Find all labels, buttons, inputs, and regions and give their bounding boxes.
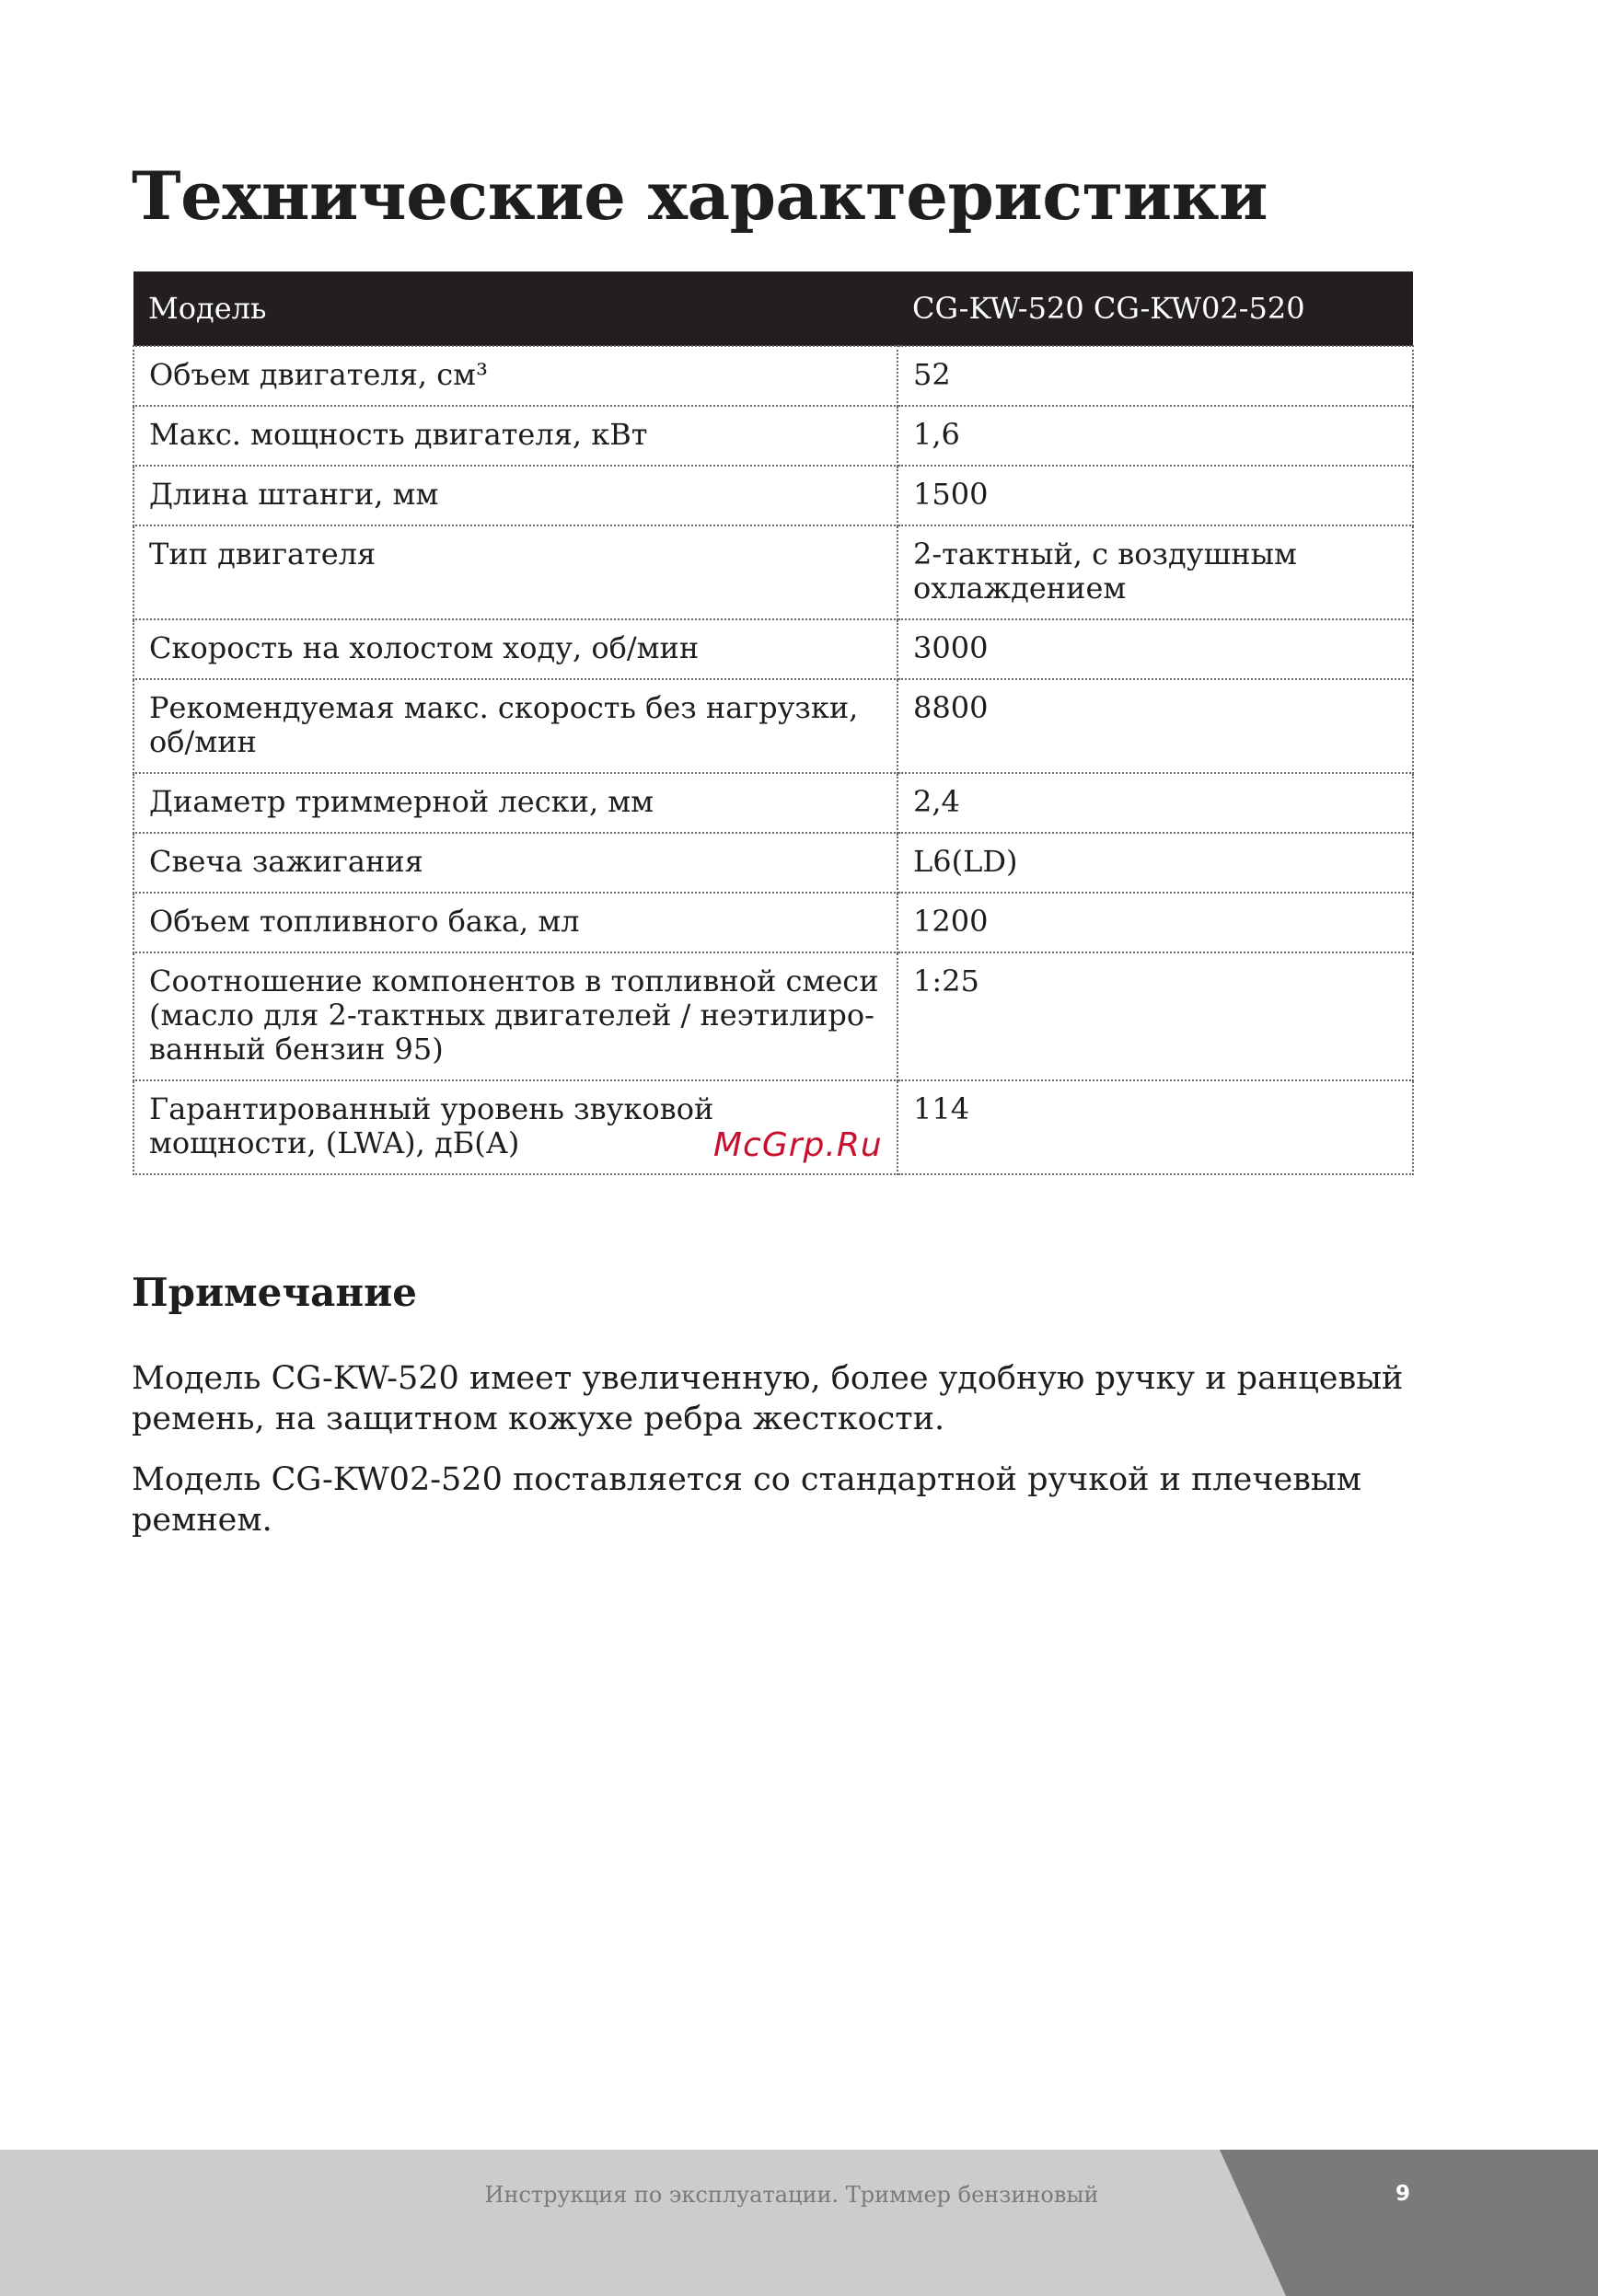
row-value: 2-тактный, с воздушным охлаждением <box>897 525 1413 619</box>
table-header-row <box>133 271 1413 346</box>
footer-page-tab <box>0 2150 1598 2296</box>
row-label: Длина штанги, мм <box>133 466 897 525</box>
row-value: 1:25 <box>897 952 1413 1080</box>
footer-band <box>0 2150 1598 2296</box>
row-value: 3000 <box>897 619 1413 679</box>
row-value: 8800 <box>897 679 1413 773</box>
note-heading: Примечание <box>132 1270 417 1315</box>
row-label: Рекомендуемая макс. скорость без нагрузки, об/мин <box>133 679 897 773</box>
table-row <box>133 679 1413 773</box>
row-label: Свеча зажигания <box>133 833 897 893</box>
row-value: 1500 <box>897 466 1413 525</box>
row-value: L6(LD) <box>897 833 1413 893</box>
table-row <box>133 893 1413 952</box>
row-label: Объем топливного бака, мл <box>133 893 897 952</box>
note-paragraph: Модель CG-KW-520 имеет увеличенную, более удобную ручку и ранцевый ремень, на защитном кожухе ребра жесткости. <box>132 1360 1404 1437</box>
row-value: 1200 <box>897 893 1413 952</box>
table-row <box>133 466 1413 525</box>
row-value: 52 <box>897 346 1413 406</box>
header-model-value: CG-KW-520 CG-KW02-520 <box>897 271 1413 346</box>
row-value: 1,6 <box>897 406 1413 466</box>
row-value: 114 <box>897 1080 1413 1174</box>
row-label: Тип двигателя <box>133 525 897 619</box>
table-row <box>133 346 1413 406</box>
row-label: Соотношение компонентов в топливной смеси (масло для 2-тактных двигателей / неэтилиро-ванный бензин 95) <box>133 952 897 1080</box>
row-label: Скорость на холостом ходу, об/мин <box>133 619 897 679</box>
row-label: Макс. мощность двигателя, кВт <box>133 406 897 466</box>
table-row <box>133 773 1413 833</box>
table-row <box>133 833 1413 893</box>
row-value: 2,4 <box>897 773 1413 833</box>
row-label: Диаметр триммерной лески, мм <box>133 773 897 833</box>
note-paragraph: Модель CG-KW02-520 поставляется со стандартной ручкой и плечевым ремнем. <box>132 1461 1361 1539</box>
table-row <box>133 406 1413 466</box>
table-row <box>133 525 1413 619</box>
page-title: Технические характеристики <box>132 156 1268 235</box>
page-number: 9 <box>1395 2182 1410 2206</box>
watermark-text: McGrp.Ru <box>713 1126 883 1164</box>
header-label: Модель <box>133 271 897 346</box>
table-row <box>133 952 1413 1080</box>
footer-text: Инструкция по эксплуатации. Триммер бензиновый <box>484 2182 1099 2208</box>
table-row <box>133 619 1413 679</box>
row-label: Гарантированный уровень звуковой мощности, (LWA), дБ(А) <box>133 1080 897 1174</box>
spec-table <box>133 271 1414 1175</box>
row-label: Объем двигателя, см³ <box>133 346 897 406</box>
